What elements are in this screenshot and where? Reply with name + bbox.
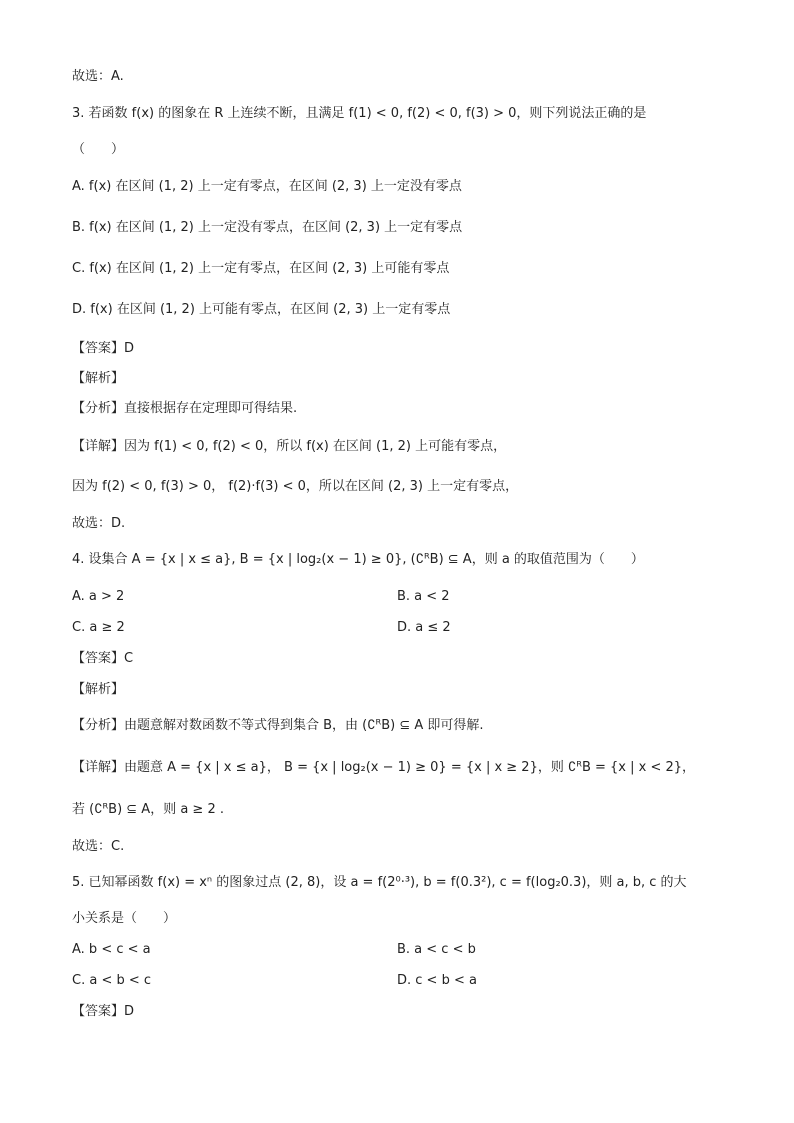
q4-analysis-heading: 【解析】 xyxy=(72,682,125,697)
q5-answer: 【答案】D xyxy=(72,1004,135,1019)
q5-option-d: D. c < b < a xyxy=(397,973,477,988)
text-line: 故选：A. xyxy=(72,69,124,84)
question-5-stem: 5. 已知幂函数 f(x) = xⁿ 的图象过点 (2, 8)，设 a = f(2⁰·³), b = f(0.3²), c = f(log₂0.3)，则 a, b, c 的大 xyxy=(72,875,687,890)
q3-option-b: B. f(x) 在区间 (1, 2) 上一定没有零点，在区间 (2, 3) 上一定有零点 xyxy=(72,220,463,235)
q4-option-b: B. a < 2 xyxy=(397,589,450,604)
q3-detail-1: 【详解】因为 f(1) < 0, f(2) < 0，所以 f(x) 在区间 (1, 2) 上可能有零点， xyxy=(72,439,507,454)
question-3-stem: 3. 若函数 f(x) 的图象在 R 上连续不断，且满足 f(1) < 0, f(2) < 0, f(3) > 0，则下列说法正确的是 xyxy=(72,106,647,121)
q3-option-d: D. f(x) 在区间 (1, 2) 上可能有零点，在区间 (2, 3) 上一定有零点 xyxy=(72,302,451,317)
q4-option-c: C. a ≥ 2 xyxy=(72,620,125,635)
q4-answer: 【答案】C xyxy=(72,651,134,666)
q4-conclusion: 故选：C. xyxy=(72,839,125,854)
q3-option-c: C. f(x) 在区间 (1, 2) 上一定有零点，在区间 (2, 3) 上可能有零点 xyxy=(72,261,450,276)
q5-option-c: C. a < b < c xyxy=(72,973,152,988)
q4-detail-2: 若 (∁ᴿB) ⊆ A，则 a ≥ 2 . xyxy=(72,802,224,817)
q3-answer: 【答案】D xyxy=(72,341,135,356)
q4-detail-1: 【详解】由题意 A = {x | x ≤ a}， B = {x | log₂(x − 1) ≥ 0} = {x | x ≥ 2}，则 ∁ᴿB = {x | x < 2}， xyxy=(72,760,696,775)
q5-option-a: A. b < c < a xyxy=(72,942,151,957)
q3-option-a: A. f(x) 在区间 (1, 2) 上一定有零点，在区间 (2, 3) 上一定没有零点 xyxy=(72,179,462,194)
question-4-stem: 4. 设集合 A = {x | x ≤ a}, B = {x | log₂(x − 1) ≥ 0}, (∁ᴿB) ⊆ A，则 a 的取值范围为（ ） xyxy=(72,552,644,567)
question-5-stem-cont: 小关系是（ ） xyxy=(72,911,177,926)
q4-option-d: D. a ≤ 2 xyxy=(397,620,451,635)
q4-analysis: 【分析】由题意解对数函数不等式得到集合 B，由 (∁ᴿB) ⊆ A 即可得解. xyxy=(72,718,484,733)
q5-option-b: B. a < c < b xyxy=(397,942,476,957)
q3-analysis: 【分析】直接根据存在定理即可得结果. xyxy=(72,401,298,416)
question-3-bracket: （ ） xyxy=(72,142,125,157)
q3-analysis-heading: 【解析】 xyxy=(72,371,125,386)
q4-option-a: A. a > 2 xyxy=(72,589,125,604)
q3-detail-2: 因为 f(2) < 0, f(3) > 0， f(2)·f(3) < 0，所以在区间 (2, 3) 上一定有零点， xyxy=(72,479,519,494)
q3-conclusion: 故选：D. xyxy=(72,516,126,531)
